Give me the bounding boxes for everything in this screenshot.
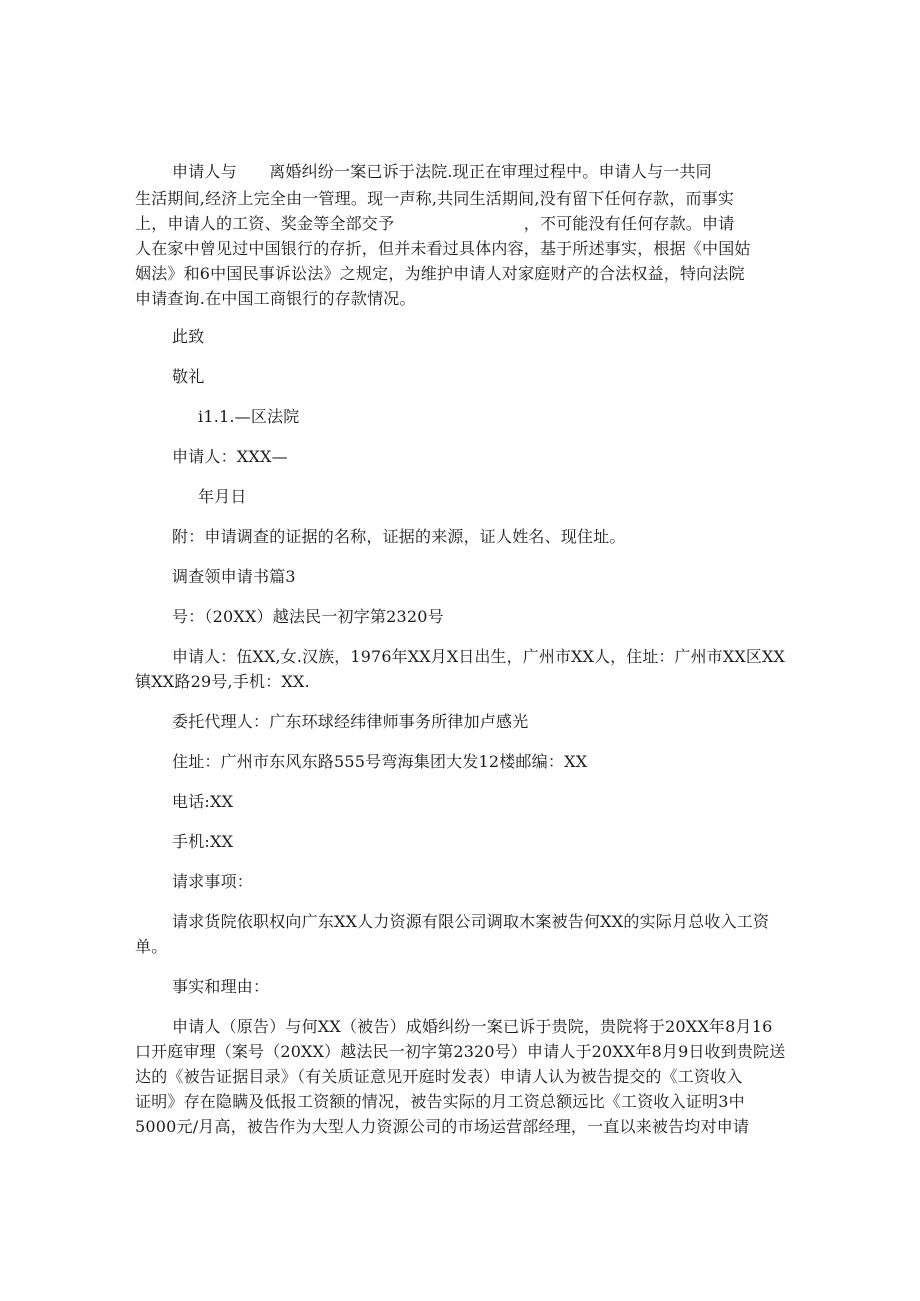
facts-line2: 口开庭审理（案号（20XX）越法民一初字第2320号）申请人于20XX年8月9日收到贵院送	[135, 1042, 786, 1061]
facts-line3: 达的《被告证据目录》（有关质证意见开庭时发表）申请人认为被告提交的《工资收入	[135, 1067, 743, 1086]
appendix-note: 附：申请调查的证据的名称，证据的来源，证人姓名、现住址。	[172, 527, 626, 546]
para1-line2: 生活期间,经济上完全由一管理。现一声称,共同生活期间,没有留下任何存款，而事实	[135, 189, 735, 208]
request-line1: 请求货院依职权向广东XX人力资源有限公司调取木案被告何XX的实际月总收入工资	[172, 912, 770, 931]
phone-info: 电话:XX	[172, 792, 234, 811]
court-name: i1.1.—区法院	[198, 407, 300, 426]
para1-line5: 姻法》和6中国民事诉讼法》之规定，为维护申请人对家庭财产的合法权益，特向法院	[135, 264, 745, 283]
facts-line5: 5000元/月高，被告作为大型人力资源公司的市场运营部经理，一直以来被告均对申请	[135, 1117, 750, 1136]
facts-line4: 证明》存在隐瞒及低报工资额的情况，被告实际的月工资总额远比《工资收入证明3中	[135, 1092, 745, 1111]
applicant-info-line2: 镇XX路29号,手机：XX.	[135, 672, 310, 691]
para1-line6: 申请查询.在中国工商银行的存款情况。	[135, 289, 416, 308]
request-line2: 单。	[135, 937, 168, 956]
request-heading: 请求事项：	[172, 872, 254, 891]
agent-info: 委托代理人：广东环球经纬律师事务所律加卢感光	[172, 712, 529, 731]
para1-line3: 上，申请人的工资、奖金等全部交予 ，不可能没有任何存款。申请	[135, 214, 735, 233]
para1-line1: 申请人与 离婚纠纷一案已诉于法院.现正在审理过程中。申请人与一共同	[172, 162, 712, 181]
facts-heading: 事实和理由：	[172, 977, 270, 996]
section-title: 调查领申请书篇3	[172, 567, 296, 586]
applicant-info-line1: 申请人：伍XX,女.汉族，1976年XX月X日出生，广州市XX人，住址：广州市XX区XX	[172, 647, 785, 666]
case-number: 号：（20XX）越法民一初字第2320号	[172, 607, 444, 626]
salutation-jingli: 敬礼	[172, 367, 205, 386]
salutation-cizhi: 此致	[172, 327, 205, 346]
address-info: 住址：广州市东风东路555号弯海集团大发12楼邮编：XX	[172, 752, 588, 771]
mobile-info: 手机:XX	[172, 832, 234, 851]
signature-date: 年月日	[198, 487, 247, 506]
para1-line4: 人在家中曾见过中国银行的存折，但并未看过具体内容，基于所述事实，根据《中国姑	[135, 239, 751, 258]
applicant-signature: 申请人：XXX—	[172, 447, 288, 466]
facts-line1: 申请人（原告）与何XX（被告）成婚纠纷一案已诉于贵院，贵院将于20XX年8月16	[172, 1017, 773, 1036]
